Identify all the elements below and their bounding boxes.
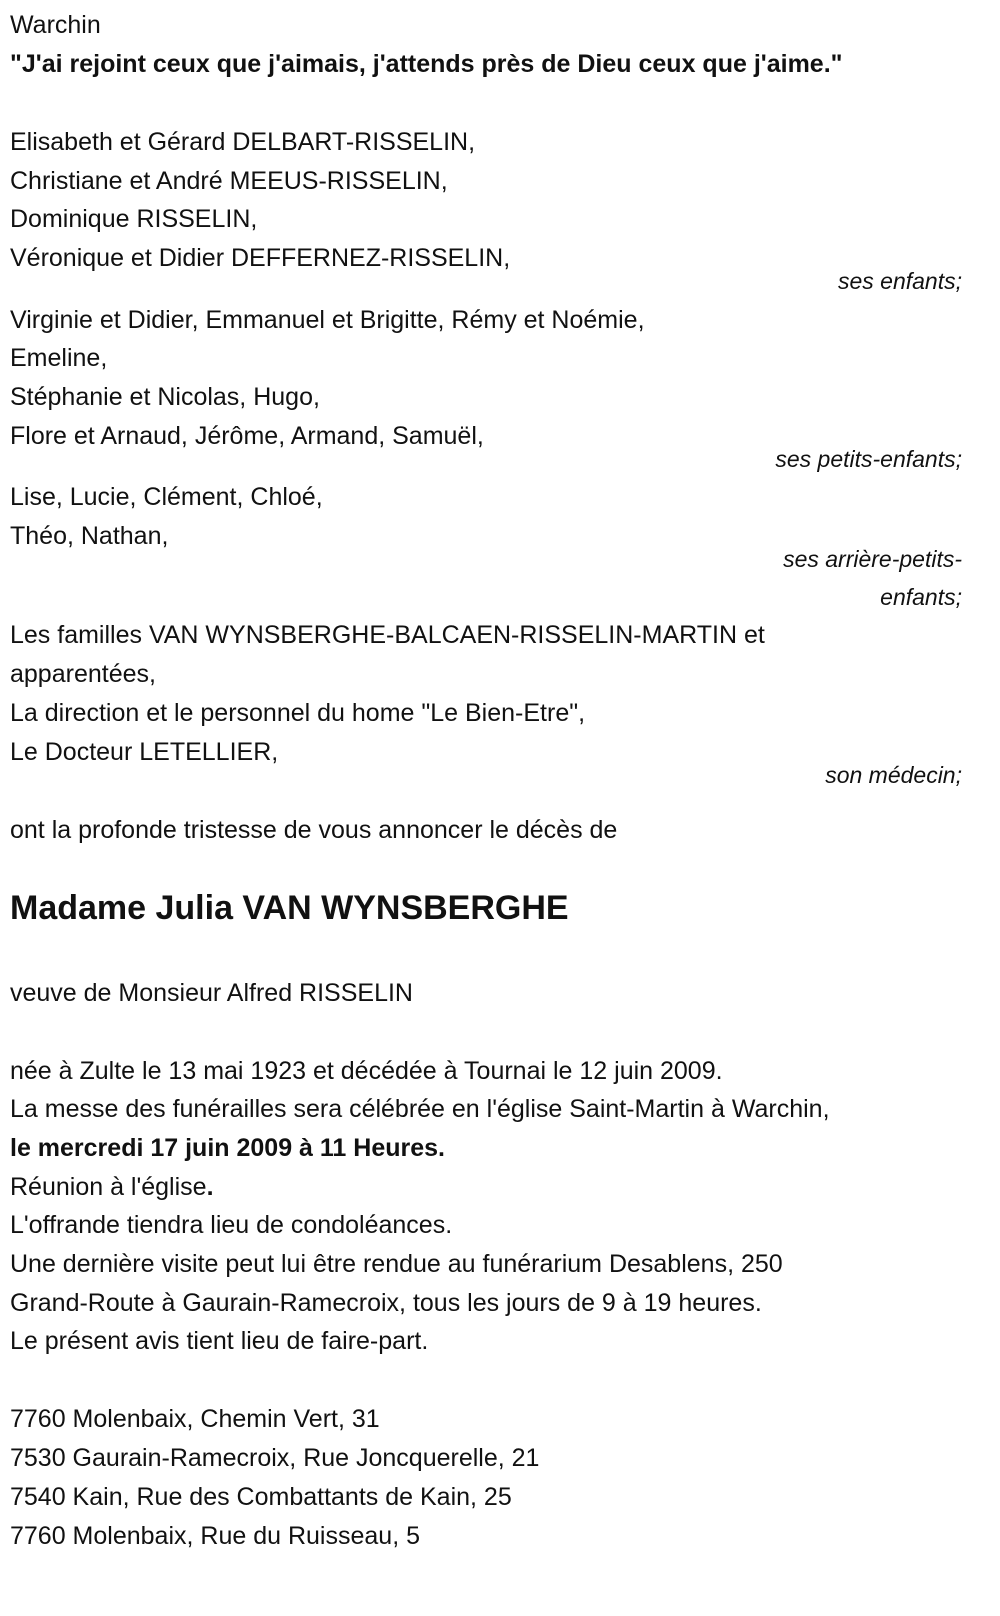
great-grandchildren-label: enfants; (880, 584, 962, 610)
other-line: apparentées, (10, 660, 156, 688)
grandchild-line: Stéphanie et Nicolas, Hugo, (10, 383, 320, 411)
birth-death: née à Zulte le 13 mai 1923 et décédée à Tournai le 12 juin 2009. (10, 1057, 723, 1085)
other-line: La direction et le personnel du home "Le Bien-Etre", (10, 699, 586, 727)
notice: Le présent avis tient lieu de faire-part. (10, 1327, 429, 1355)
child-line: Dominique RISSELIN, (10, 205, 258, 233)
grandchild-line: Virginie et Didier, Emmanuel et Brigitte, Rémy et Noémie, (10, 306, 645, 334)
visit-info: Grand-Route à Gaurain-Ramecroix, tous les jours de 9 à 19 heures. (10, 1289, 762, 1317)
quote: "J'ai rejoint ceux que j'aimais, j'attends près de Dieu ceux que j'aime." (10, 50, 843, 78)
great-grandchild-line: Théo, Nathan, (10, 522, 169, 550)
meeting-info (10, 1172, 214, 1202)
grandchild-line: Emeline, (10, 344, 108, 372)
visit-info: Une dernière visite peut lui être rendue au funérarium Desablens, 250 (10, 1250, 783, 1278)
meeting-text: Réunion à l'église (10, 1173, 207, 1201)
great-grandchildren-label: ses arrière-petits- (783, 546, 962, 572)
meeting-end: . (206, 1173, 214, 1201)
address: 7760 Molenbaix, Rue du Ruisseau, 5 (10, 1522, 420, 1550)
grandchild-line: Flore et Arnaud, Jérôme, Armand, Samuël, (10, 422, 484, 450)
announcement: ont la profonde tristesse de vous annoncer le décès de (10, 816, 618, 844)
great-grandchild-line: Lise, Lucie, Clément, Chloé, (10, 483, 323, 511)
child-line: Christiane et André MEEUS-RISSELIN, (10, 167, 448, 195)
grandchildren-label: ses petits-enfants; (775, 446, 962, 472)
child-line: Véronique et Didier DEFFERNEZ-RISSELIN, (10, 244, 511, 272)
address: 7760 Molenbaix, Chemin Vert, 31 (10, 1405, 380, 1433)
doctor-label: son médecin; (825, 762, 962, 788)
funeral-date: le mercredi 17 juin 2009 à 11 Heures. (10, 1134, 445, 1162)
address: 7530 Gaurain-Ramecroix, Rue Joncquerelle, 21 (10, 1444, 540, 1472)
mass-info: La messe des funérailles sera célébrée en l'église Saint-Martin à Warchin, (10, 1095, 830, 1123)
widow-of: veuve de Monsieur Alfred RISSELIN (10, 979, 413, 1007)
children-label: ses enfants; (837, 268, 962, 294)
address: 7540 Kain, Rue des Combattants de Kain, 25 (10, 1483, 512, 1511)
place: Warchin (10, 11, 101, 39)
other-line: Le Docteur LETELLIER, (10, 738, 279, 766)
child-line: Elisabeth et Gérard DELBART-RISSELIN, (10, 128, 476, 156)
other-line: Les familles VAN WYNSBERGHE-BALCAEN-RISSELIN-MARTIN et (10, 621, 765, 649)
offering-info: L'offrande tiendra lieu de condoléances. (10, 1211, 453, 1239)
deceased-name: Madame Julia VAN WYNSBERGHE (10, 889, 569, 927)
